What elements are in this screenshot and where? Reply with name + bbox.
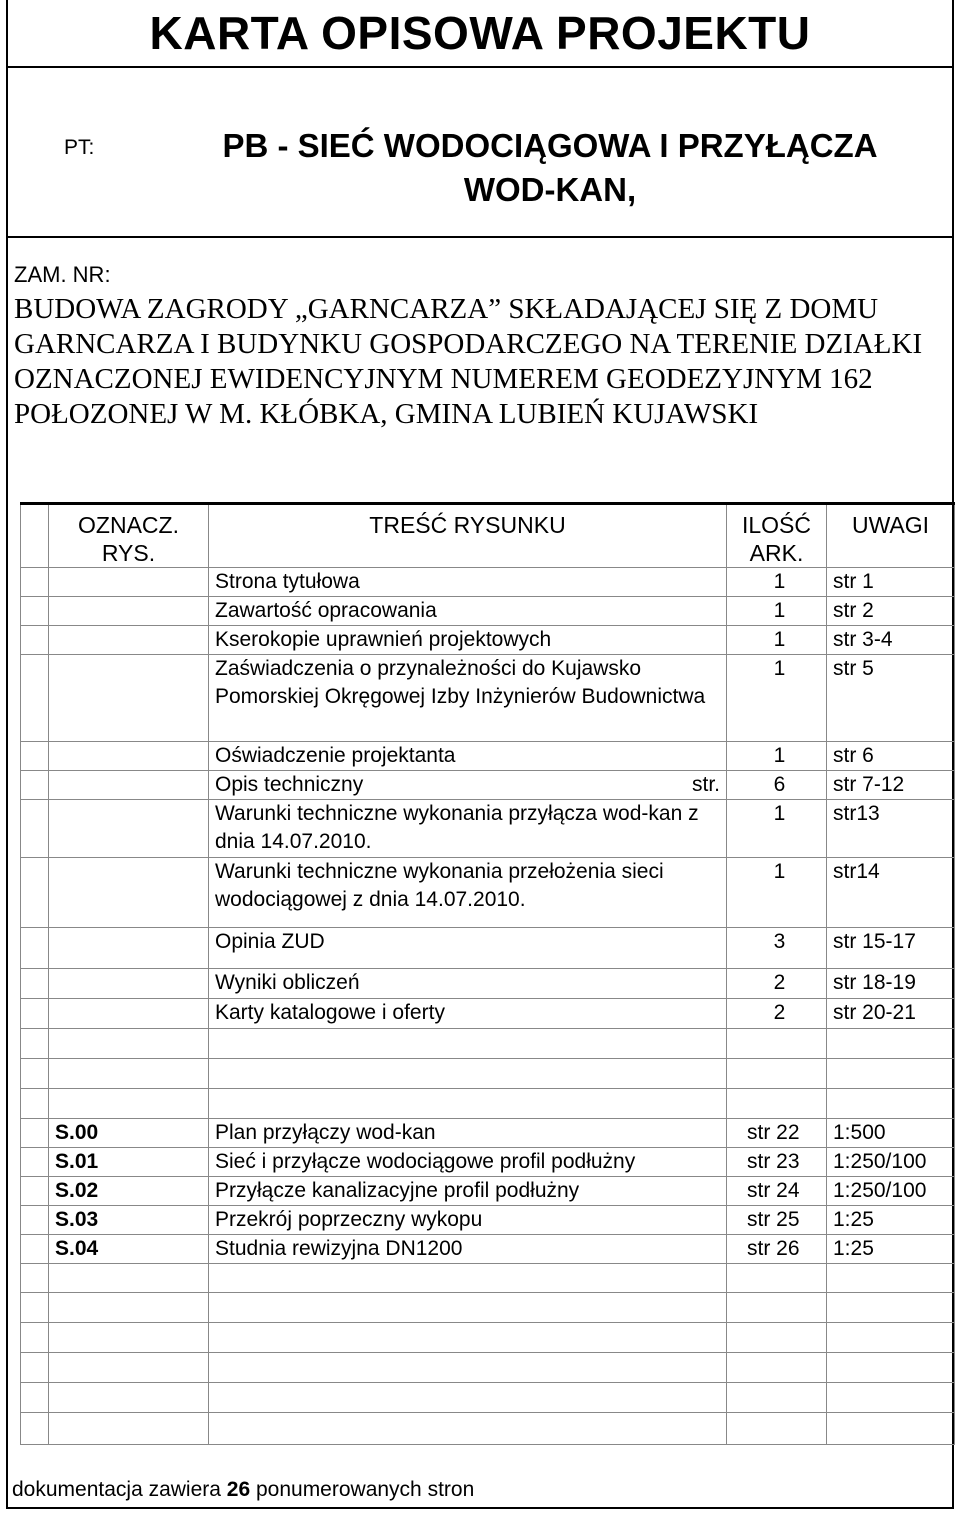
cell-uwagi bbox=[827, 1264, 955, 1293]
cell-oznacz bbox=[49, 1293, 209, 1323]
cell-tresc bbox=[209, 1413, 727, 1445]
pt-label: PT: bbox=[64, 136, 95, 159]
row-spacer bbox=[21, 1206, 49, 1235]
cell-tresc-text: Warunki techniczne wykonania przyłącza wod-kan z dnia 14.07.2010. bbox=[215, 802, 699, 853]
row-spacer bbox=[21, 1413, 49, 1445]
cell-oznacz bbox=[49, 999, 209, 1029]
cell-oznacz bbox=[49, 969, 209, 999]
row-spacer bbox=[21, 1148, 49, 1177]
cell-ilosc: 6 bbox=[727, 771, 827, 800]
cell-oznacz bbox=[49, 1383, 209, 1413]
table-row bbox=[21, 1148, 955, 1177]
cell-ilosc bbox=[727, 1323, 827, 1353]
header-spacer bbox=[21, 504, 49, 568]
table-row bbox=[21, 1119, 955, 1148]
row-spacer bbox=[21, 969, 49, 999]
row-spacer bbox=[21, 655, 49, 742]
cell-oznacz bbox=[49, 597, 209, 626]
cell-oznacz bbox=[49, 1029, 209, 1059]
page-title: KARTA OPISOWA PROJEKTU bbox=[149, 7, 811, 59]
table-row bbox=[21, 1235, 955, 1264]
header-oznacz: OZNACZ. RYS. bbox=[49, 504, 209, 568]
cell-tresc bbox=[209, 655, 727, 742]
cell-ilosc: 1 bbox=[727, 597, 827, 626]
cell-uwagi: str 2 bbox=[827, 597, 955, 626]
row-spacer bbox=[21, 1235, 49, 1264]
header-ilosc: ILOŚĆ ARK. bbox=[727, 504, 827, 568]
cell-ilosc: 1 bbox=[727, 626, 827, 655]
row-spacer bbox=[21, 999, 49, 1029]
cell-oznacz bbox=[49, 1353, 209, 1383]
cell-ilosc: str 22 bbox=[727, 1119, 827, 1148]
cell-oznacz bbox=[49, 800, 209, 858]
cell-tresc-suffix: str. bbox=[691, 773, 720, 796]
cell-tresc-text: Sieć i przyłącze wodociągowe profil podłużny bbox=[215, 1150, 636, 1173]
cell-tresc bbox=[209, 999, 727, 1029]
cell-ilosc: str 24 bbox=[727, 1177, 827, 1206]
table-row bbox=[21, 568, 955, 597]
table-row bbox=[21, 655, 955, 742]
cell-tresc-text: Karty katalogowe i oferty bbox=[215, 1001, 445, 1024]
cell-uwagi: str 6 bbox=[827, 742, 955, 771]
cell-oznacz bbox=[49, 1059, 209, 1089]
table-row bbox=[21, 1029, 955, 1059]
row-spacer bbox=[21, 928, 49, 969]
cell-ilosc: 1 bbox=[727, 655, 827, 742]
cell-tresc-text: Zawartość opracowania bbox=[215, 599, 437, 622]
footer-prefix: dokumentacja zawiera bbox=[12, 1478, 227, 1501]
cell-oznacz bbox=[49, 655, 209, 742]
cell-oznacz bbox=[49, 858, 209, 928]
cell-uwagi: str14 bbox=[827, 858, 955, 928]
order-description: BUDOWA ZAGRODY „GARNCARZA” SKŁADAJĄCEJ SIĘ Z DOMU GARNCARZA I BUDYNKU GOSPODARCZEGO NA TERENIE DZIAŁKI OZNACZONEJ EWIDENCYJNYM NUMEREM GEODEZYJNYM 162 POŁOZONEJ W M. KŁÓBKA, GMINA LUBIEŃ KUJAWSKI bbox=[14, 293, 923, 430]
cell-oznacz bbox=[49, 1413, 209, 1445]
cell-tresc bbox=[209, 1264, 727, 1293]
cell-tresc bbox=[209, 858, 727, 928]
cell-tresc bbox=[209, 1323, 727, 1353]
cell-oznacz: S.01 bbox=[49, 1148, 209, 1177]
cell-oznacz bbox=[49, 771, 209, 800]
table-row bbox=[21, 1383, 955, 1413]
cell-ilosc bbox=[727, 1029, 827, 1059]
cell-uwagi: str13 bbox=[827, 800, 955, 858]
cell-tresc-text: Wyniki obliczeń bbox=[215, 971, 360, 994]
cell-tresc bbox=[209, 742, 727, 771]
table-row bbox=[21, 800, 955, 858]
cell-tresc-text: Przyłącze kanalizacyjne profil podłużny bbox=[215, 1179, 580, 1202]
cell-ilosc bbox=[727, 1353, 827, 1383]
cell-tresc-text: Opinia ZUD bbox=[215, 930, 325, 953]
order-number-label: ZAM. NR: bbox=[14, 262, 111, 287]
row-spacer bbox=[21, 1323, 49, 1353]
footer-page-count: 26 bbox=[226, 1478, 251, 1501]
cell-uwagi: str 20-21 bbox=[827, 999, 955, 1029]
cell-ilosc: 1 bbox=[727, 800, 827, 858]
cell-uwagi bbox=[827, 1353, 955, 1383]
project-title bbox=[170, 124, 930, 212]
cell-ilosc bbox=[727, 1264, 827, 1293]
row-spacer bbox=[21, 1119, 49, 1148]
row-spacer bbox=[21, 626, 49, 655]
table-row bbox=[21, 1264, 955, 1293]
contents-table bbox=[20, 502, 955, 1445]
header-tresc: TREŚĆ RYSUNKU bbox=[209, 504, 727, 568]
project-title-line-1: PB - SIEĆ WODOCIĄGOWA I PRZYŁĄCZA bbox=[222, 127, 878, 164]
cell-tresc bbox=[209, 1059, 727, 1089]
row-spacer bbox=[21, 1353, 49, 1383]
cell-uwagi bbox=[827, 1029, 955, 1059]
cell-oznacz: S.02 bbox=[49, 1177, 209, 1206]
row-spacer bbox=[21, 858, 49, 928]
table-row bbox=[21, 999, 955, 1029]
cell-ilosc bbox=[727, 1089, 827, 1119]
cell-oznacz: S.03 bbox=[49, 1206, 209, 1235]
cell-uwagi: 1:250/100 bbox=[827, 1177, 955, 1206]
table-row bbox=[21, 1089, 955, 1119]
row-spacer bbox=[21, 800, 49, 858]
cell-uwagi: 1:25 bbox=[827, 1235, 955, 1264]
row-spacer bbox=[21, 1264, 49, 1293]
cell-uwagi: str 7-12 bbox=[827, 771, 955, 800]
cell-oznacz bbox=[49, 928, 209, 969]
cell-tresc-text: Plan przyłączy wod-kan bbox=[215, 1121, 436, 1144]
cell-tresc bbox=[209, 1383, 727, 1413]
row-spacer bbox=[21, 1029, 49, 1059]
cell-uwagi: 1:25 bbox=[827, 1206, 955, 1235]
row-spacer bbox=[21, 1089, 49, 1119]
table-row bbox=[21, 1353, 955, 1383]
cell-uwagi: str 18-19 bbox=[827, 969, 955, 999]
row-spacer bbox=[21, 1383, 49, 1413]
cell-uwagi bbox=[827, 1323, 955, 1353]
cell-ilosc: 1 bbox=[727, 858, 827, 928]
cell-oznacz bbox=[49, 626, 209, 655]
footer-suffix: ponumerowanych stron bbox=[250, 1478, 475, 1501]
cell-tresc bbox=[209, 1148, 727, 1177]
cell-oznacz bbox=[49, 1323, 209, 1353]
cell-tresc-text: Studnia rewizyjna DN1200 bbox=[215, 1237, 463, 1260]
cell-oznacz bbox=[49, 742, 209, 771]
cell-ilosc: 2 bbox=[727, 969, 827, 999]
cell-ilosc: str 25 bbox=[727, 1206, 827, 1235]
cell-ilosc bbox=[727, 1293, 827, 1323]
cell-tresc bbox=[209, 1206, 727, 1235]
cell-ilosc: 1 bbox=[727, 742, 827, 771]
table-row bbox=[21, 928, 955, 969]
cell-tresc bbox=[209, 597, 727, 626]
project-title-line-2: WOD-KAN, bbox=[463, 171, 637, 208]
cell-ilosc bbox=[727, 1059, 827, 1089]
cell-ilosc: 3 bbox=[727, 928, 827, 969]
row-spacer bbox=[21, 1059, 49, 1089]
footer-note bbox=[12, 1478, 474, 1502]
cell-uwagi bbox=[827, 1293, 955, 1323]
cell-tresc bbox=[209, 626, 727, 655]
cell-tresc-text: Oświadczenie projektanta bbox=[215, 744, 456, 767]
cell-oznacz bbox=[49, 1264, 209, 1293]
cell-tresc-text: Zaświadczenia o przynależności do Kujawsko Pomorskiej Okręgowej Izby Inżynierów Budownictwa bbox=[215, 657, 706, 708]
table-row bbox=[21, 597, 955, 626]
cell-tresc bbox=[209, 1293, 727, 1323]
cell-tresc bbox=[209, 800, 727, 858]
cell-uwagi bbox=[827, 1383, 955, 1413]
row-spacer bbox=[21, 742, 49, 771]
table-row bbox=[21, 742, 955, 771]
cell-uwagi: str 3-4 bbox=[827, 626, 955, 655]
cell-tresc bbox=[209, 969, 727, 999]
cell-tresc-text: Warunki techniczne wykonania przełożenia sieci wodociągowej z dnia 14.07.2010. bbox=[215, 860, 664, 911]
cell-uwagi bbox=[827, 1059, 955, 1089]
row-spacer bbox=[21, 771, 49, 800]
cell-tresc-text: Kserokopie uprawnień projektowych bbox=[215, 628, 552, 651]
row-spacer bbox=[21, 1177, 49, 1206]
cell-uwagi bbox=[827, 1413, 955, 1445]
cell-uwagi: str 1 bbox=[827, 568, 955, 597]
cell-uwagi: 1:500 bbox=[827, 1119, 955, 1148]
cell-tresc-text: Przekrój poprzeczny wykopu bbox=[215, 1208, 483, 1231]
row-spacer bbox=[21, 568, 49, 597]
divider-middle bbox=[6, 236, 954, 238]
header-uwagi: UWAGI bbox=[827, 504, 955, 568]
cell-uwagi: str 15-17 bbox=[827, 928, 955, 969]
cell-uwagi: str 5 bbox=[827, 655, 955, 742]
cell-oznacz bbox=[49, 568, 209, 597]
row-spacer bbox=[21, 1293, 49, 1323]
cell-tresc-text: Strona tytułowa bbox=[215, 570, 360, 593]
table-row bbox=[21, 1293, 955, 1323]
cell-uwagi: 1:250/100 bbox=[827, 1148, 955, 1177]
table-row bbox=[21, 1059, 955, 1089]
table-row bbox=[21, 1413, 955, 1445]
cell-ilosc bbox=[727, 1383, 827, 1413]
table-row bbox=[21, 858, 955, 928]
cell-ilosc: str 23 bbox=[727, 1148, 827, 1177]
cell-tresc bbox=[209, 1029, 727, 1059]
table-row bbox=[21, 771, 955, 800]
cell-tresc bbox=[209, 1353, 727, 1383]
cell-oznacz: S.04 bbox=[49, 1235, 209, 1264]
cell-tresc bbox=[209, 568, 727, 597]
table-row bbox=[21, 1206, 955, 1235]
cell-tresc bbox=[209, 1177, 727, 1206]
table-row bbox=[21, 1177, 955, 1206]
cell-tresc bbox=[209, 771, 727, 800]
table-row bbox=[21, 969, 955, 999]
cell-tresc bbox=[209, 928, 727, 969]
cell-uwagi bbox=[827, 1089, 955, 1119]
table-header-row bbox=[21, 504, 955, 568]
cell-ilosc bbox=[727, 1413, 827, 1445]
cell-oznacz bbox=[49, 1089, 209, 1119]
table-row bbox=[21, 626, 955, 655]
cell-ilosc: 1 bbox=[727, 568, 827, 597]
table-row bbox=[21, 1323, 955, 1353]
cell-tresc bbox=[209, 1235, 727, 1264]
cell-tresc-text: Opis techniczny bbox=[215, 773, 364, 796]
row-spacer bbox=[21, 597, 49, 626]
cell-ilosc: 2 bbox=[727, 999, 827, 1029]
cell-tresc bbox=[209, 1119, 727, 1148]
cell-oznacz: S.00 bbox=[49, 1119, 209, 1148]
cell-ilosc: str 26 bbox=[727, 1235, 827, 1264]
cell-tresc bbox=[209, 1089, 727, 1119]
divider-top bbox=[6, 66, 954, 68]
